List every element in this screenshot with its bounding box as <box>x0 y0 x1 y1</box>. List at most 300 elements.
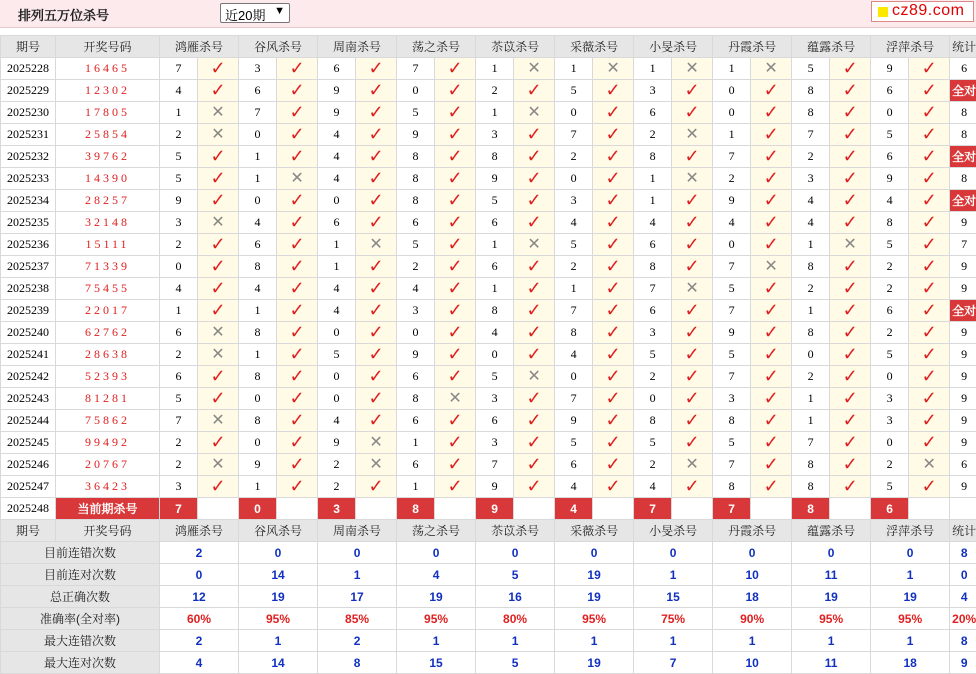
result-cell <box>435 146 476 168</box>
summary-value: 19 <box>397 586 476 608</box>
issue-cell: 2025246 <box>1 454 56 476</box>
kill-value-cell: 2 <box>318 476 356 498</box>
kill-value-cell: 5 <box>397 234 435 256</box>
check-icon: ✓ <box>368 102 383 122</box>
summary-value: 95% <box>239 608 318 630</box>
kill-value-cell: 5 <box>397 102 435 124</box>
result-cell <box>198 454 239 476</box>
column-header: 蕴露杀号 <box>792 36 871 58</box>
kill-value-cell: 3 <box>476 432 514 454</box>
result-cell <box>356 234 397 256</box>
result-cell <box>751 58 792 80</box>
summary-value: 75% <box>634 608 713 630</box>
result-cell <box>277 168 318 190</box>
result-cell <box>830 388 871 410</box>
check-icon: ✓ <box>922 344 937 364</box>
kill-value-cell: 8 <box>239 322 277 344</box>
summary-value: 18 <box>871 652 950 674</box>
table-row <box>1 102 976 124</box>
summary-value: 0 <box>713 542 792 564</box>
chevron-down-icon: ▼ <box>274 5 285 17</box>
result-cell <box>356 388 397 410</box>
check-icon: ✓ <box>289 322 304 342</box>
summary-row <box>1 652 976 674</box>
kill-value-cell: 9 <box>397 124 435 146</box>
result-cell <box>198 190 239 212</box>
result-cell <box>909 212 950 234</box>
result-cell <box>909 80 950 102</box>
kill-value-cell: 2 <box>160 344 198 366</box>
check-icon: ✓ <box>606 190 621 210</box>
check-icon: ✓ <box>527 146 542 166</box>
issue-cell: 2025240 <box>1 322 56 344</box>
summary-value: 0 <box>397 542 476 564</box>
cross-icon: ✕ <box>448 390 461 407</box>
kill-value-cell: 2 <box>476 80 514 102</box>
result-cell <box>277 300 318 322</box>
kill-value-cell: 3 <box>871 388 909 410</box>
check-icon: ✓ <box>922 322 937 342</box>
check-icon: ✓ <box>368 168 383 188</box>
result-cell <box>751 80 792 102</box>
kill-value-cell: 4 <box>160 80 198 102</box>
kill-value-cell: 6 <box>397 410 435 432</box>
kill-value-cell: 8 <box>634 146 672 168</box>
result-cell <box>830 454 871 476</box>
kill-value-cell: 7 <box>555 388 593 410</box>
issue-cell: 2025228 <box>1 58 56 80</box>
cross-icon: ✕ <box>685 280 698 297</box>
check-icon: ✓ <box>922 234 937 254</box>
check-icon: ✓ <box>289 256 304 276</box>
summary-value: 12 <box>160 586 239 608</box>
result-cell <box>672 344 713 366</box>
result-cell <box>277 80 318 102</box>
result-cell <box>435 300 476 322</box>
table-row <box>1 168 976 190</box>
kill-value-cell: 1 <box>318 256 356 278</box>
kill-value-cell: 5 <box>634 344 672 366</box>
result-cell <box>751 454 792 476</box>
result-cell <box>672 80 713 102</box>
kill-value-cell: 6 <box>397 212 435 234</box>
table-row <box>1 124 976 146</box>
kill-value-cell: 8 <box>871 212 909 234</box>
kill-value-cell: 5 <box>476 366 514 388</box>
check-icon: ✓ <box>289 212 304 232</box>
check-icon: ✓ <box>448 58 463 78</box>
result-cell <box>198 432 239 454</box>
kill-value-cell: 1 <box>239 300 277 322</box>
result-cell <box>672 256 713 278</box>
stat-cell: 全对 <box>950 146 976 168</box>
result-cell <box>514 212 555 234</box>
result-cell <box>356 432 397 454</box>
kill-value-cell: 7 <box>713 256 751 278</box>
check-icon: ✓ <box>843 80 858 100</box>
result-cell <box>593 300 634 322</box>
check-icon: ✓ <box>368 278 383 298</box>
column-header: 谷风杀号 <box>239 36 318 58</box>
cross-icon: ✕ <box>211 456 224 473</box>
cross-icon: ✕ <box>922 456 935 473</box>
kill-value-cell: 1 <box>397 476 435 498</box>
stat-cell: 7 <box>950 234 976 256</box>
win-number-cell: 28257 <box>56 190 160 212</box>
result-cell <box>356 454 397 476</box>
summary-value: 19 <box>792 586 871 608</box>
kill-value-cell: 8 <box>792 476 830 498</box>
kill-value-cell: 1 <box>397 432 435 454</box>
result-cell <box>830 476 871 498</box>
check-icon: ✓ <box>922 432 937 452</box>
result-cell <box>909 278 950 300</box>
summary-value: 1 <box>871 630 950 652</box>
check-icon: ✓ <box>289 388 304 408</box>
kill-value-cell: 4 <box>239 278 277 300</box>
summary-label: 目前连对次数 <box>1 564 160 586</box>
check-icon: ✓ <box>922 190 937 210</box>
check-icon: ✓ <box>448 102 463 122</box>
cross-icon: ✕ <box>211 214 224 231</box>
win-number-cell: 32148 <box>56 212 160 234</box>
summary-value: 60% <box>160 608 239 630</box>
kill-number-table <box>0 35 976 674</box>
check-icon: ✓ <box>843 344 858 364</box>
result-cell <box>672 190 713 212</box>
kill-value-cell: 3 <box>160 212 198 234</box>
result-cell <box>514 388 555 410</box>
result-cell <box>198 168 239 190</box>
result-cell <box>356 190 397 212</box>
current-blank-cell <box>435 498 476 520</box>
summary-value: 2 <box>318 630 397 652</box>
result-cell <box>909 476 950 498</box>
summary-value: 1 <box>476 630 555 652</box>
stat-cell: 9 <box>950 410 976 432</box>
check-icon: ✓ <box>606 410 621 430</box>
result-cell <box>435 366 476 388</box>
current-blank-cell <box>277 498 318 520</box>
kill-value-cell: 6 <box>871 146 909 168</box>
check-icon: ✓ <box>527 476 542 496</box>
check-icon: ✓ <box>368 256 383 276</box>
result-cell <box>751 168 792 190</box>
column-header: 周南杀号 <box>318 520 397 542</box>
check-icon: ✓ <box>368 344 383 364</box>
summary-value: 90% <box>713 608 792 630</box>
kill-value-cell: 6 <box>476 410 514 432</box>
result-cell <box>514 410 555 432</box>
kill-value-cell: 5 <box>476 190 514 212</box>
kill-value-cell: 7 <box>397 58 435 80</box>
check-icon: ✓ <box>289 234 304 254</box>
check-icon: ✓ <box>764 388 779 408</box>
result-cell <box>751 344 792 366</box>
check-icon: ✓ <box>527 278 542 298</box>
result-cell <box>672 124 713 146</box>
result-cell <box>909 388 950 410</box>
summary-value: 1 <box>555 630 634 652</box>
kill-value-cell: 5 <box>871 234 909 256</box>
kill-value-cell: 0 <box>634 388 672 410</box>
check-icon: ✓ <box>210 432 225 452</box>
result-cell <box>198 278 239 300</box>
summary-value: 1 <box>792 630 871 652</box>
result-cell <box>751 212 792 234</box>
check-icon: ✓ <box>289 344 304 364</box>
check-icon: ✓ <box>843 58 858 78</box>
summary-value: 95% <box>397 608 476 630</box>
table-row <box>1 432 976 454</box>
kill-value-cell: 5 <box>713 344 751 366</box>
issue-cell: 2025231 <box>1 124 56 146</box>
check-icon: ✓ <box>843 190 858 210</box>
check-icon: ✓ <box>606 212 621 232</box>
result-cell <box>514 300 555 322</box>
summary-value: 1 <box>397 630 476 652</box>
result-cell <box>909 102 950 124</box>
result-cell <box>435 124 476 146</box>
kill-value-cell: 8 <box>239 366 277 388</box>
kill-value-cell: 2 <box>792 146 830 168</box>
result-cell <box>435 410 476 432</box>
kill-value-cell: 5 <box>160 146 198 168</box>
column-header: 丹霞杀号 <box>713 36 792 58</box>
summary-value: 0 <box>555 542 634 564</box>
issue-cell: 2025242 <box>1 366 56 388</box>
win-number-cell: 39762 <box>56 146 160 168</box>
kill-value-cell: 0 <box>713 234 751 256</box>
summary-value: 14 <box>239 564 318 586</box>
period-select[interactable] <box>220 3 290 23</box>
result-cell <box>514 432 555 454</box>
kill-value-cell: 9 <box>397 344 435 366</box>
kill-value-cell: 2 <box>555 256 593 278</box>
kill-value-cell: 9 <box>318 102 356 124</box>
cross-icon: ✕ <box>369 236 382 253</box>
result-cell <box>909 366 950 388</box>
check-icon: ✓ <box>764 344 779 364</box>
column-header: 蕴露杀号 <box>792 520 871 542</box>
column-header: 谷风杀号 <box>239 520 318 542</box>
result-cell <box>672 212 713 234</box>
result-cell <box>672 366 713 388</box>
win-number-cell: 28638 <box>56 344 160 366</box>
result-cell <box>672 102 713 124</box>
summary-label: 准确率(全对率) <box>1 608 160 630</box>
column-header: 荡之杀号 <box>397 36 476 58</box>
stat-cell: 8 <box>950 102 976 124</box>
table-row <box>1 388 976 410</box>
result-cell <box>909 234 950 256</box>
check-icon: ✓ <box>922 366 937 386</box>
column-header: 采薇杀号 <box>555 36 634 58</box>
check-icon: ✓ <box>685 344 700 364</box>
check-icon: ✓ <box>289 102 304 122</box>
result-cell <box>277 234 318 256</box>
kill-value-cell: 1 <box>634 58 672 80</box>
summary-value: 15 <box>634 586 713 608</box>
win-number-cell: 22017 <box>56 300 160 322</box>
cross-icon: ✕ <box>211 412 224 429</box>
check-icon: ✓ <box>289 124 304 144</box>
page-title: 排列五万位杀号 <box>18 5 109 24</box>
summary-value: 19 <box>871 586 950 608</box>
check-icon: ✓ <box>606 300 621 320</box>
check-icon: ✓ <box>527 256 542 276</box>
stat-cell: 9 <box>950 322 976 344</box>
check-icon: ✓ <box>685 476 700 496</box>
summary-value: 11 <box>792 564 871 586</box>
kill-value-cell: 7 <box>713 300 751 322</box>
table-footer-header-row <box>1 520 976 542</box>
result-cell <box>514 102 555 124</box>
summary-row <box>1 564 976 586</box>
kill-value-cell: 0 <box>239 432 277 454</box>
current-kill-value: 4 <box>555 498 593 520</box>
kill-value-cell: 4 <box>792 212 830 234</box>
kill-value-cell: 3 <box>792 168 830 190</box>
check-icon: ✓ <box>368 58 383 78</box>
win-number-cell: 16465 <box>56 58 160 80</box>
summary-stat: 4 <box>950 586 976 608</box>
check-icon: ✓ <box>368 146 383 166</box>
summary-label: 目前连错次数 <box>1 542 160 564</box>
kill-value-cell: 1 <box>792 234 830 256</box>
kill-value-cell: 4 <box>318 410 356 432</box>
stat-cell: 全对 <box>950 190 976 212</box>
kill-value-cell: 0 <box>318 190 356 212</box>
result-cell <box>909 256 950 278</box>
cross-icon: ✕ <box>685 170 698 187</box>
check-icon: ✓ <box>289 410 304 430</box>
check-icon: ✓ <box>368 212 383 232</box>
kill-value-cell: 3 <box>476 388 514 410</box>
check-icon: ✓ <box>448 146 463 166</box>
check-icon: ✓ <box>527 322 542 342</box>
column-header: 苶苡杀号 <box>476 520 555 542</box>
result-cell <box>593 344 634 366</box>
result-cell <box>830 146 871 168</box>
summary-value: 1 <box>634 564 713 586</box>
kill-value-cell: 0 <box>397 80 435 102</box>
result-cell <box>514 256 555 278</box>
kill-value-cell: 7 <box>792 432 830 454</box>
kill-value-cell: 6 <box>634 300 672 322</box>
check-icon: ✓ <box>448 168 463 188</box>
result-cell <box>514 366 555 388</box>
check-icon: ✓ <box>764 278 779 298</box>
result-cell <box>751 476 792 498</box>
kill-value-cell: 2 <box>634 454 672 476</box>
issue-cell: 2025241 <box>1 344 56 366</box>
site-logo[interactable] <box>871 1 974 22</box>
result-cell <box>514 476 555 498</box>
table-row <box>1 58 976 80</box>
check-icon: ✓ <box>448 278 463 298</box>
stat-cell: 9 <box>950 256 976 278</box>
summary-value: 5 <box>476 652 555 674</box>
summary-value: 18 <box>713 586 792 608</box>
check-icon: ✓ <box>764 366 779 386</box>
logo-square-icon <box>878 7 888 17</box>
kill-value-cell: 0 <box>871 102 909 124</box>
kill-value-cell: 4 <box>792 190 830 212</box>
result-cell <box>435 102 476 124</box>
result-cell <box>909 322 950 344</box>
kill-value-cell: 0 <box>160 256 198 278</box>
result-cell <box>830 410 871 432</box>
result-cell <box>514 190 555 212</box>
kill-value-cell: 9 <box>476 476 514 498</box>
check-icon: ✓ <box>606 256 621 276</box>
kill-value-cell: 3 <box>476 124 514 146</box>
kill-value-cell: 0 <box>318 388 356 410</box>
stat-cell: 9 <box>950 476 976 498</box>
check-icon: ✓ <box>448 366 463 386</box>
result-cell <box>435 256 476 278</box>
kill-value-cell: 8 <box>792 322 830 344</box>
kill-value-cell: 8 <box>239 410 277 432</box>
win-number-cell: 20767 <box>56 454 160 476</box>
kill-value-cell: 5 <box>871 344 909 366</box>
result-cell <box>830 366 871 388</box>
kill-value-cell: 0 <box>713 80 751 102</box>
check-icon: ✓ <box>843 256 858 276</box>
result-cell <box>672 300 713 322</box>
result-cell <box>593 410 634 432</box>
check-icon: ✓ <box>368 124 383 144</box>
check-icon: ✓ <box>527 300 542 320</box>
kill-value-cell: 6 <box>476 256 514 278</box>
kill-value-cell: 4 <box>634 476 672 498</box>
kill-value-cell: 0 <box>397 322 435 344</box>
result-cell <box>909 124 950 146</box>
table-row <box>1 146 976 168</box>
win-number-cell: 75862 <box>56 410 160 432</box>
check-icon: ✓ <box>843 168 858 188</box>
result-cell <box>198 58 239 80</box>
result-cell <box>751 388 792 410</box>
current-blank-cell <box>514 498 555 520</box>
summary-stat: 8 <box>950 630 976 652</box>
current-blank-cell <box>909 498 950 520</box>
column-header: 浮萍杀号 <box>871 520 950 542</box>
kill-value-cell: 3 <box>160 476 198 498</box>
result-cell <box>909 58 950 80</box>
current-blank-cell <box>356 498 397 520</box>
result-cell <box>277 344 318 366</box>
summary-value: 0 <box>634 542 713 564</box>
result-cell <box>277 124 318 146</box>
result-cell <box>277 146 318 168</box>
check-icon: ✓ <box>922 410 937 430</box>
kill-value-cell: 2 <box>871 454 909 476</box>
check-icon: ✓ <box>210 366 225 386</box>
stat-cell: 全对 <box>950 80 976 102</box>
result-cell <box>830 344 871 366</box>
win-number-cell: 75455 <box>56 278 160 300</box>
kill-value-cell: 0 <box>239 190 277 212</box>
kill-value-cell: 0 <box>792 344 830 366</box>
result-cell <box>277 102 318 124</box>
summary-stat: 0 <box>950 564 976 586</box>
kill-value-cell: 2 <box>871 322 909 344</box>
result-cell <box>435 80 476 102</box>
summary-value: 5 <box>476 564 555 586</box>
summary-value: 4 <box>160 652 239 674</box>
